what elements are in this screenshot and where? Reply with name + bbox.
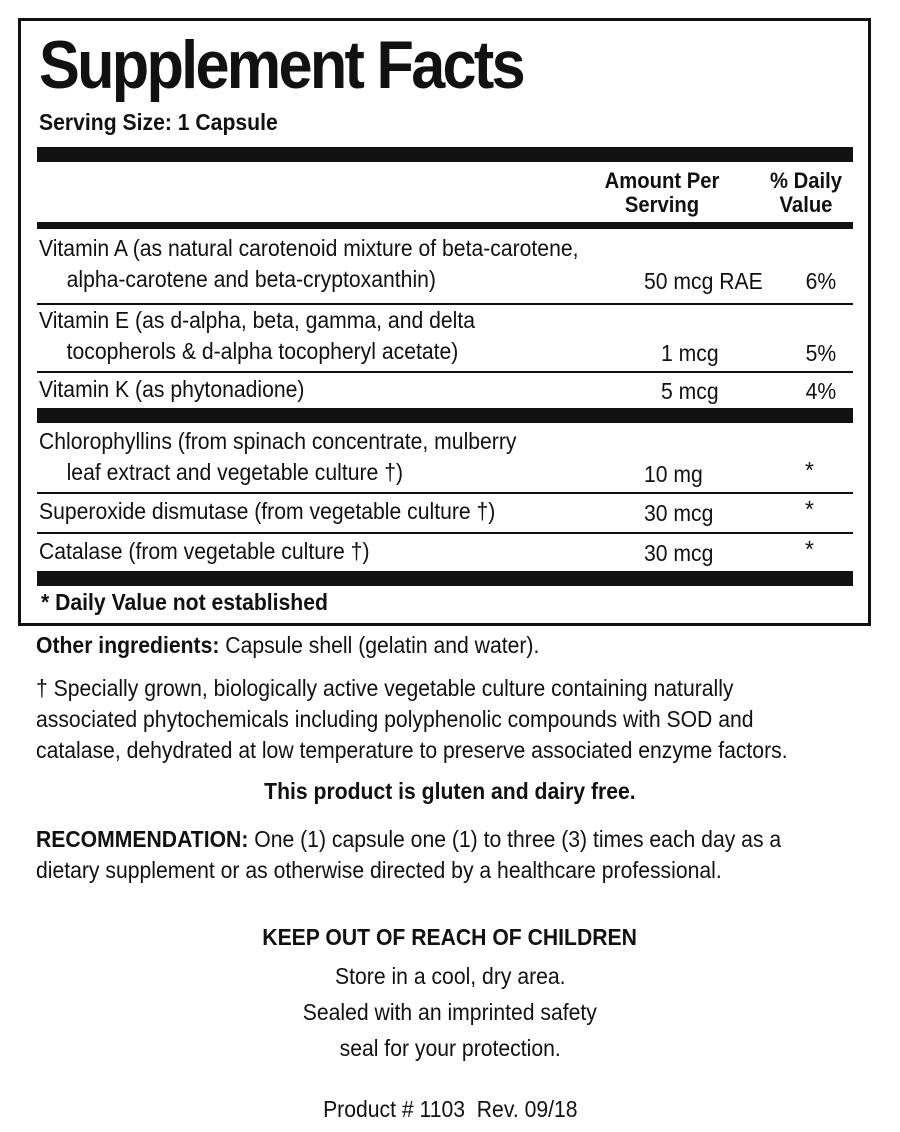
- amount-value: 30 mcg: [644, 500, 714, 526]
- other-ingredients-text: Capsule shell (gelatin and water).: [219, 632, 540, 658]
- nutrient-name: Vitamin A (as natural carotenoid mixture of beta-carotene, alpha-carotene and beta-cryptoxanthin): [39, 235, 579, 292]
- amount-value: 1 mcg: [661, 340, 719, 366]
- row-divider: [37, 492, 853, 494]
- nutrient-name: Superoxide dismutase (from vegetable culture †): [39, 498, 496, 524]
- storage-instructions: Store in a cool, dry area. Sealed with an imprinted safety seal for your protection.: [302, 963, 598, 1061]
- row-divider: [37, 371, 853, 373]
- recommendation: RECOMMENDATION: One (1) capsule one (1) to three (3) times each day as a dietary supplement or as otherwise directed by a healthcare professional.: [36, 826, 782, 883]
- amount-value: 5 mcg: [661, 378, 719, 404]
- serving-size: Serving Size: 1 Capsule: [39, 109, 278, 135]
- daily-value: 5%: [805, 340, 836, 366]
- daily-value: 6%: [805, 268, 836, 294]
- recommendation-label: RECOMMENDATION:: [36, 826, 249, 852]
- daily-value-header: % Daily Value: [769, 168, 842, 217]
- daily-value-footnote: * Daily Value not established: [41, 589, 328, 615]
- thick-divider: [37, 408, 853, 423]
- header-divider: [37, 222, 853, 229]
- other-ingredients-label: Other ingredients:: [36, 632, 220, 658]
- thick-divider: [37, 571, 853, 586]
- nutrient-name: Chlorophyllins (from spinach concentrate, mulberry leaf extract and vegetable culture †): [39, 428, 517, 485]
- thick-divider: [37, 147, 853, 162]
- gluten-dairy-free-note: This product is gluten and dairy free.: [264, 778, 636, 804]
- amount-value: 50 mcg RAE: [644, 268, 763, 294]
- amount-value: 10 mg: [644, 461, 703, 487]
- nutrient-name: Vitamin E (as d-alpha, beta, gamma, and delta tocopherols & d-alpha tocopheryl acetate): [39, 307, 475, 364]
- daily-value: *: [805, 536, 814, 562]
- daily-value: *: [805, 496, 814, 522]
- dagger-note: † Specially grown, biologically active vegetable culture containing naturally associated phytochemicals including polyphenolic compounds with SOD and catalase, dehydrated at low temperature to preserve associated enzyme factors.: [36, 675, 788, 763]
- amount-per-serving-header: Amount Per Serving: [604, 168, 720, 217]
- daily-value: 4%: [805, 378, 836, 404]
- daily-value: *: [805, 457, 814, 483]
- nutrient-name: Catalase (from vegetable culture †): [39, 538, 370, 564]
- row-divider: [37, 532, 853, 534]
- children-warning: KEEP OUT OF REACH OF CHILDREN: [262, 924, 638, 950]
- amount-value: 30 mcg: [644, 540, 714, 566]
- other-ingredients: [36, 630, 539, 661]
- product-info: Product # 1103 Rev. 09/18: [322, 1096, 578, 1122]
- panel-title: Supplement Facts: [39, 27, 523, 103]
- nutrient-name: Vitamin K (as phytonadione): [39, 376, 305, 402]
- supplement-facts-panel: [18, 18, 871, 626]
